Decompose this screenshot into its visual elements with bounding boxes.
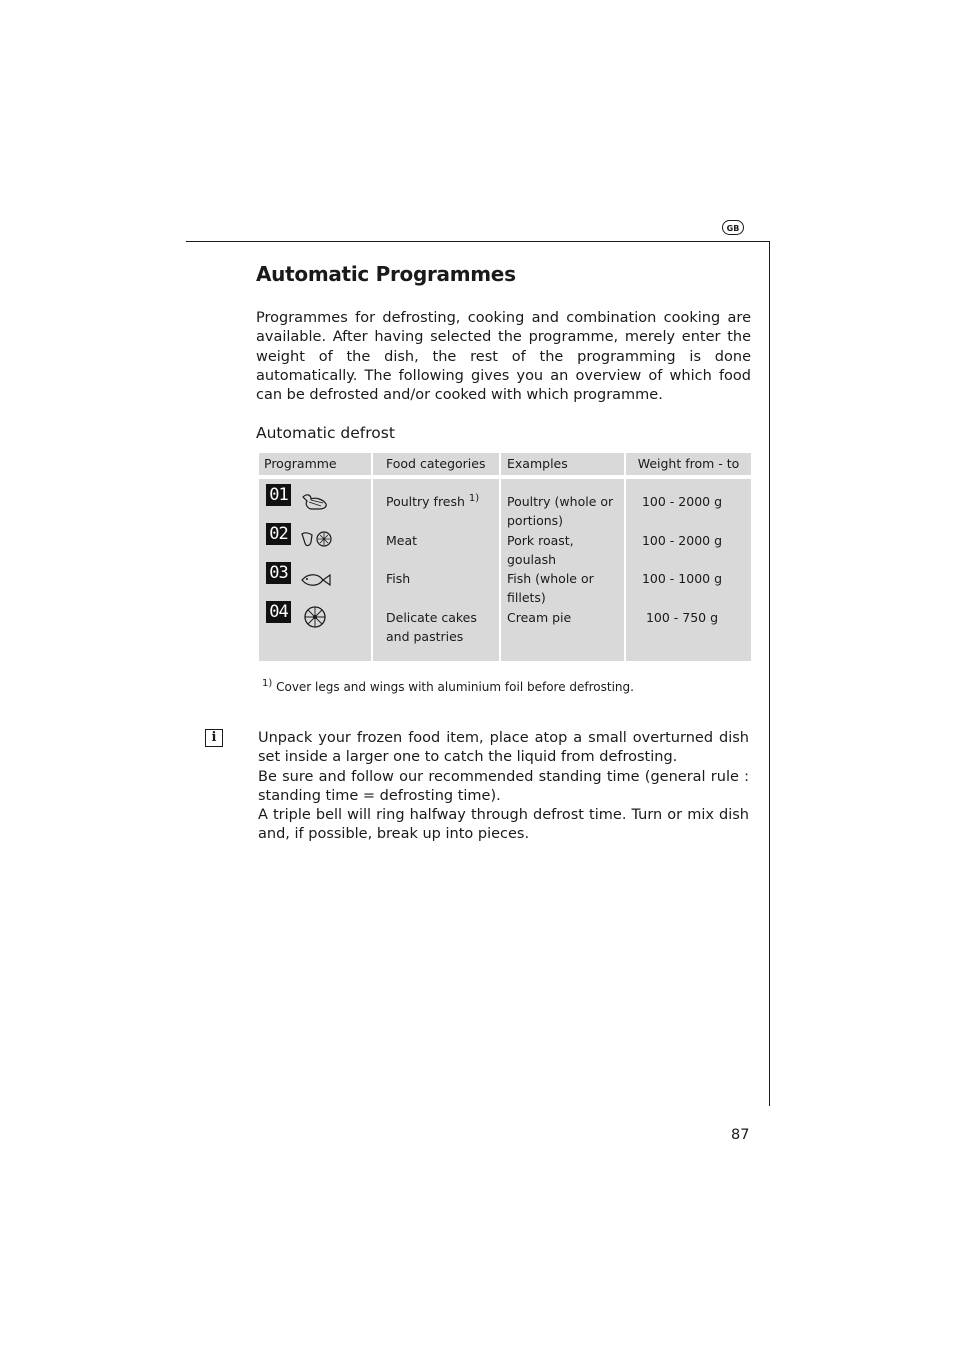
programme-display: 03 [266,562,291,584]
programme-column [259,479,371,661]
defrost-table [259,453,751,661]
region-badge: GB [722,220,744,235]
fish-icon [299,568,335,592]
food-category: Fish [386,571,411,586]
header-rule [186,241,770,242]
info-paragraph: Unpack your frozen food item, place atop a small overturned dish set inside a larger one to catch the liquid from defrosting. [258,730,749,766]
page-number: 87 [731,1127,750,1143]
info-icon: i [205,729,223,747]
section-title: Automatic defrost [256,424,395,442]
header-programme: Programme [259,453,371,475]
weight-range: 100 - 750 g [645,610,719,625]
info-paragraph: A triple bell will ring halfway through defrost time. Turn or mix dish and, if possible, break up into pieces. [258,807,749,843]
margin-rule [769,241,770,1106]
info-paragraph: Be sure and follow our recommended standing time (general rule : standing time = defrosting time). [258,768,749,804]
footnote-mark: 1) [262,678,273,689]
header-examples: Examples [501,453,624,475]
intro-paragraph: Programmes for defrosting, cooking and combination cooking are available. After having selected the programme, merely enter the weight of the dish, the rest of the programming is done automatically. The following gives you an overview of which food can be defrosted and/or cooked with which programme. [256,310,751,404]
info-note [258,729,749,845]
programme-display: 01 [266,484,291,506]
weight-range: 100 - 1000 g [641,571,723,586]
example: Pork roast, goulash [507,533,574,567]
footnote [262,680,634,694]
food-category: Meat [386,533,418,548]
page-title: Automatic Programmes [256,262,516,286]
food-category: Delicate cakes and pastries [386,610,477,644]
example: Cream pie [507,610,572,625]
footnote-text: Cover legs and wings with aluminium foil before defrosting. [276,680,634,694]
weight-range: 100 - 2000 g [641,533,723,548]
example: Fish (whole or fillets) [507,571,594,605]
category-text: Poultry fresh [386,494,465,509]
example: Poultry (whole or portions) [507,494,614,528]
header-weight: Weight from - to [626,453,751,475]
weight-range: 100 - 2000 g [641,494,723,509]
weight-column [626,479,751,661]
programme-display: 04 [266,601,291,623]
meat-icon [299,527,335,551]
cake-icon [299,605,335,629]
programme-display: 02 [266,523,291,545]
food-categories-column [373,479,499,661]
food-category [386,492,496,511]
chicken-icon [299,489,335,513]
header-food-categories: Food categories [373,453,499,475]
footnote-ref: 1) [468,492,480,504]
examples-column [501,479,624,661]
